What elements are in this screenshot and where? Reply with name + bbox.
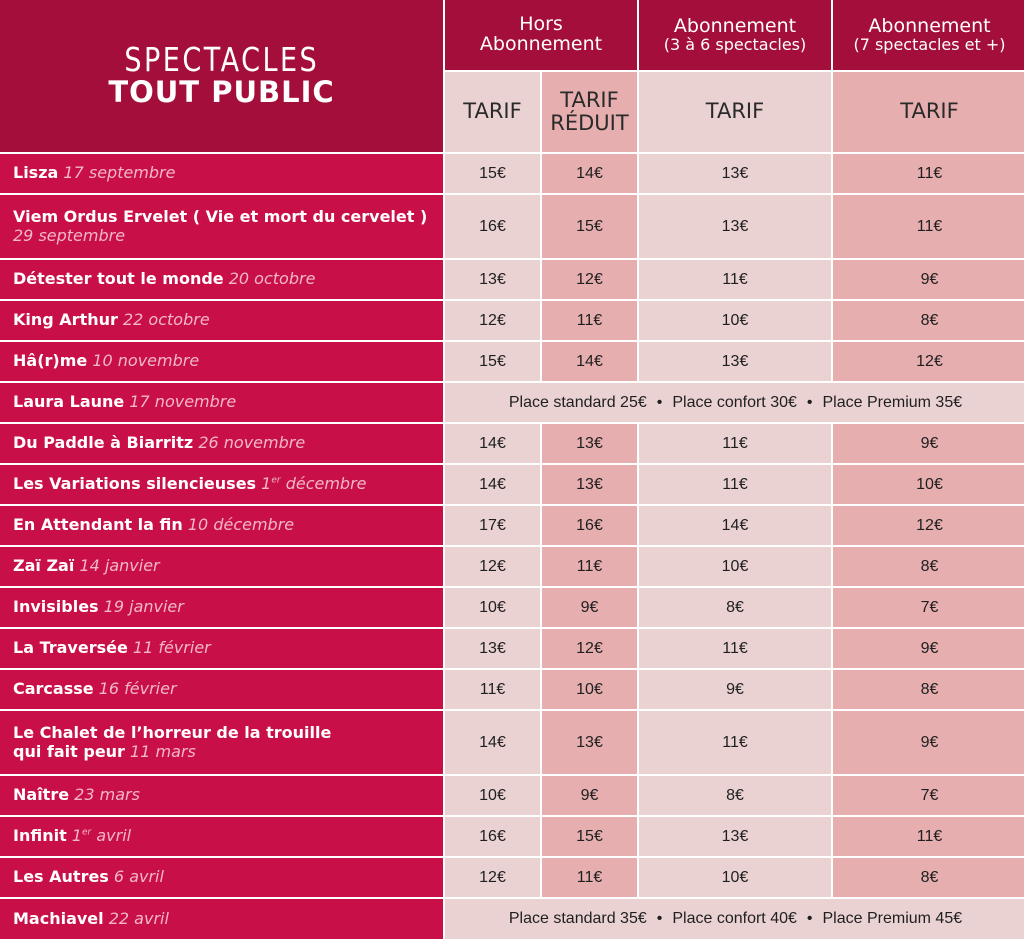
price-cell: 12€: [542, 629, 637, 668]
show-date: 22 avril: [108, 908, 169, 928]
price-cell: 13€: [639, 154, 831, 193]
show-label-text: [13, 724, 331, 762]
show-label-text: [13, 827, 131, 846]
subheader-line1: TARIF: [560, 87, 619, 112]
price-cell: 11€: [833, 195, 1024, 258]
price-cell: 13€: [639, 342, 831, 381]
show-label-text: [13, 639, 211, 658]
show-label: [0, 588, 443, 627]
price-cell: 11€: [833, 154, 1024, 193]
show-label: [0, 711, 443, 774]
special-price-item: Place standard 25€: [508, 393, 647, 411]
show-name: Viem Ordus Ervelet ( Vie et mort du cervelet ): [13, 206, 428, 226]
price-cell: 10€: [639, 858, 831, 897]
show-label: [0, 424, 443, 463]
price-cell: 15€: [542, 817, 637, 856]
price-cell: 14€: [639, 506, 831, 545]
show-label-text: [13, 475, 367, 494]
price-cell: 9€: [833, 629, 1024, 668]
price-cell: 9€: [833, 711, 1024, 774]
special-price-item: Place Premium 35€: [822, 393, 963, 411]
price-cell: 10€: [833, 465, 1024, 504]
special-price-item: Place standard 35€: [508, 910, 647, 927]
show-date: 11 février: [132, 638, 211, 658]
group-header-line2: Abonnement: [479, 33, 603, 55]
price-cell: 11€: [639, 424, 831, 463]
bullet-separator: •: [656, 393, 663, 411]
show-label-text: [13, 164, 175, 183]
subheader-tarif: [639, 72, 831, 152]
special-price-item: Place confort 30€: [672, 393, 797, 411]
show-name-line2: qui fait peur: [13, 741, 125, 761]
price-cell: 14€: [542, 154, 637, 193]
price-cell: 11€: [833, 817, 1024, 856]
price-cell: 13€: [542, 711, 637, 774]
show-label: [0, 670, 443, 709]
price-cell: 8€: [639, 588, 831, 627]
show-label-text: [13, 786, 140, 805]
price-cell: 12€: [445, 858, 540, 897]
show-name: Infinit: [13, 826, 67, 846]
price-cell: 9€: [833, 424, 1024, 463]
show-label-text: [13, 516, 294, 535]
show-date-month: avril: [96, 826, 132, 846]
show-date: 10 décembre: [187, 515, 295, 535]
price-cell: 8€: [833, 547, 1024, 586]
show-label: [0, 547, 443, 586]
show-date: 22 octobre: [122, 310, 210, 330]
subheader-line2: RÉDUIT: [550, 111, 629, 135]
show-name: Détester tout le monde: [13, 269, 224, 289]
price-cell: 7€: [833, 776, 1024, 815]
show-name: Naître: [13, 785, 70, 805]
price-cell: 16€: [445, 817, 540, 856]
price-cell: 13€: [445, 260, 540, 299]
show-name: Les Variations silencieuses: [13, 474, 257, 494]
price-cell: 9€: [833, 260, 1024, 299]
show-label-text: [13, 598, 184, 617]
show-date: 11 mars: [130, 741, 196, 761]
show-date: [261, 474, 366, 493]
show-label: [0, 465, 443, 504]
show-date-ordinal: er: [82, 827, 92, 838]
show-label: [0, 342, 443, 381]
show-date: 26 novembre: [198, 433, 306, 453]
title-line-1: SPECTACLES: [124, 39, 319, 79]
price-cell: 11€: [639, 629, 831, 668]
price-cell: 11€: [542, 301, 637, 340]
price-cell: 10€: [445, 776, 540, 815]
bullet-separator: •: [656, 910, 663, 927]
price-cell: 13€: [639, 195, 831, 258]
price-cell: 16€: [542, 506, 637, 545]
price-cell: 11€: [542, 547, 637, 586]
title-line-2: TOUT PUBLIC: [108, 75, 335, 110]
show-date: 19 janvier: [103, 597, 184, 617]
show-label-text: [13, 910, 169, 929]
price-cell: 15€: [542, 195, 637, 258]
show-name: Lisza: [13, 163, 59, 183]
show-date: 20 octobre: [228, 269, 316, 289]
show-name: Zaï Zaï: [13, 556, 75, 576]
bullet-separator: •: [806, 910, 813, 927]
show-label: [0, 776, 443, 815]
price-cell: 9€: [639, 670, 831, 709]
price-cell: 14€: [445, 465, 540, 504]
group-header-line2: (7 spectacles et +): [853, 34, 1006, 54]
subheader-tarif: [445, 72, 540, 152]
price-cell: 9€: [542, 776, 637, 815]
show-label: [0, 858, 443, 897]
price-cell: 13€: [542, 465, 637, 504]
show-label-text: [13, 311, 210, 330]
show-label: [0, 817, 443, 856]
subheader-tarif-reduit: [542, 72, 637, 152]
group-header-line1: Abonnement: [673, 14, 797, 37]
show-date-day: 1: [71, 826, 83, 846]
price-cell: 10€: [542, 670, 637, 709]
show-name: Carcasse: [13, 679, 94, 699]
show-name: Machiavel: [13, 908, 104, 928]
show-date: 17 novembre: [129, 392, 237, 412]
price-cell: 11€: [445, 670, 540, 709]
show-date: 16 février: [98, 679, 177, 699]
price-cell: 12€: [445, 547, 540, 586]
price-cell: 8€: [833, 670, 1024, 709]
show-name: King Arthur: [13, 310, 118, 330]
price-cell: 10€: [445, 588, 540, 627]
show-label-text: [13, 393, 236, 412]
special-pricing: [445, 899, 1024, 939]
show-date: 14 janvier: [79, 556, 160, 576]
price-cell: 14€: [445, 711, 540, 774]
show-date-ordinal: er: [271, 475, 281, 486]
show-date: 29 septembre: [13, 225, 126, 245]
price-cell: 12€: [833, 342, 1024, 381]
show-name: Les Autres: [13, 867, 109, 887]
show-label-text: [13, 868, 164, 887]
show-date-month: décembre: [285, 474, 367, 494]
show-date: [72, 826, 131, 845]
price-cell: 11€: [542, 858, 637, 897]
show-label: [0, 629, 443, 668]
group-header-abonnement-3-6: [639, 0, 831, 70]
show-date: 23 mars: [74, 785, 140, 805]
special-price-item: Place confort 40€: [672, 910, 797, 927]
price-cell: 12€: [445, 301, 540, 340]
price-cell: 12€: [542, 260, 637, 299]
price-cell: 10€: [639, 547, 831, 586]
show-name: Du Paddle à Biarritz: [13, 433, 194, 453]
price-cell: 14€: [542, 342, 637, 381]
price-cell: 14€: [445, 424, 540, 463]
show-name: Hâ(r)me: [13, 351, 88, 371]
show-label-text: [13, 557, 160, 576]
show-name: En Attendant la fin: [13, 515, 183, 535]
price-cell: 7€: [833, 588, 1024, 627]
price-cell: 11€: [639, 711, 831, 774]
price-cell: 13€: [445, 629, 540, 668]
group-header-line2: (3 à 6 spectacles): [663, 34, 807, 54]
group-header-line1: Hors: [519, 13, 563, 36]
special-pricing: [445, 383, 1024, 422]
show-name: Invisibles: [13, 597, 99, 617]
subheader-line1: TARIF: [900, 99, 959, 124]
show-name: Le Chalet de l’horreur de la trouille: [13, 722, 332, 742]
price-cell: 13€: [542, 424, 637, 463]
group-header-abonnement-7-plus: [833, 0, 1024, 70]
group-header-hors-abonnement: [445, 0, 637, 70]
show-label: [0, 154, 443, 193]
price-cell: 9€: [542, 588, 637, 627]
show-label: [0, 260, 443, 299]
price-cell: 8€: [833, 858, 1024, 897]
show-label: [0, 506, 443, 545]
price-cell: 8€: [639, 776, 831, 815]
price-cell: 15€: [445, 154, 540, 193]
show-label-text: [13, 352, 199, 371]
show-date: 17 septembre: [63, 163, 176, 183]
price-cell: 15€: [445, 342, 540, 381]
show-name: Laura Laune: [13, 392, 125, 412]
subheader-line1: TARIF: [463, 99, 522, 124]
show-date: 6 avril: [113, 867, 164, 887]
show-label-text: [13, 208, 427, 246]
subheader-tarif: [833, 72, 1024, 152]
show-date: 10 novembre: [92, 351, 200, 371]
show-name: La Traversée: [13, 638, 128, 658]
price-cell: 11€: [639, 260, 831, 299]
show-label-text: [13, 270, 315, 289]
price-cell: 11€: [639, 465, 831, 504]
show-label: [0, 195, 443, 258]
bullet-separator: •: [806, 393, 813, 411]
price-cell: 12€: [833, 506, 1024, 545]
price-cell: 8€: [833, 301, 1024, 340]
table-title: [0, 0, 443, 152]
show-label: [0, 301, 443, 340]
show-label-text: [13, 680, 177, 699]
subheader-line1: TARIF: [705, 99, 765, 124]
show-label: [0, 899, 443, 939]
price-cell: 17€: [445, 506, 540, 545]
price-cell: 13€: [639, 817, 831, 856]
show-label-text: [13, 434, 305, 453]
show-label: [0, 383, 443, 422]
price-cell: 16€: [445, 195, 540, 258]
price-cell: 10€: [639, 301, 831, 340]
special-price-item: Place Premium 45€: [822, 910, 963, 927]
show-date-day: 1: [261, 474, 272, 494]
group-header-line1: Abonnement: [868, 14, 991, 37]
